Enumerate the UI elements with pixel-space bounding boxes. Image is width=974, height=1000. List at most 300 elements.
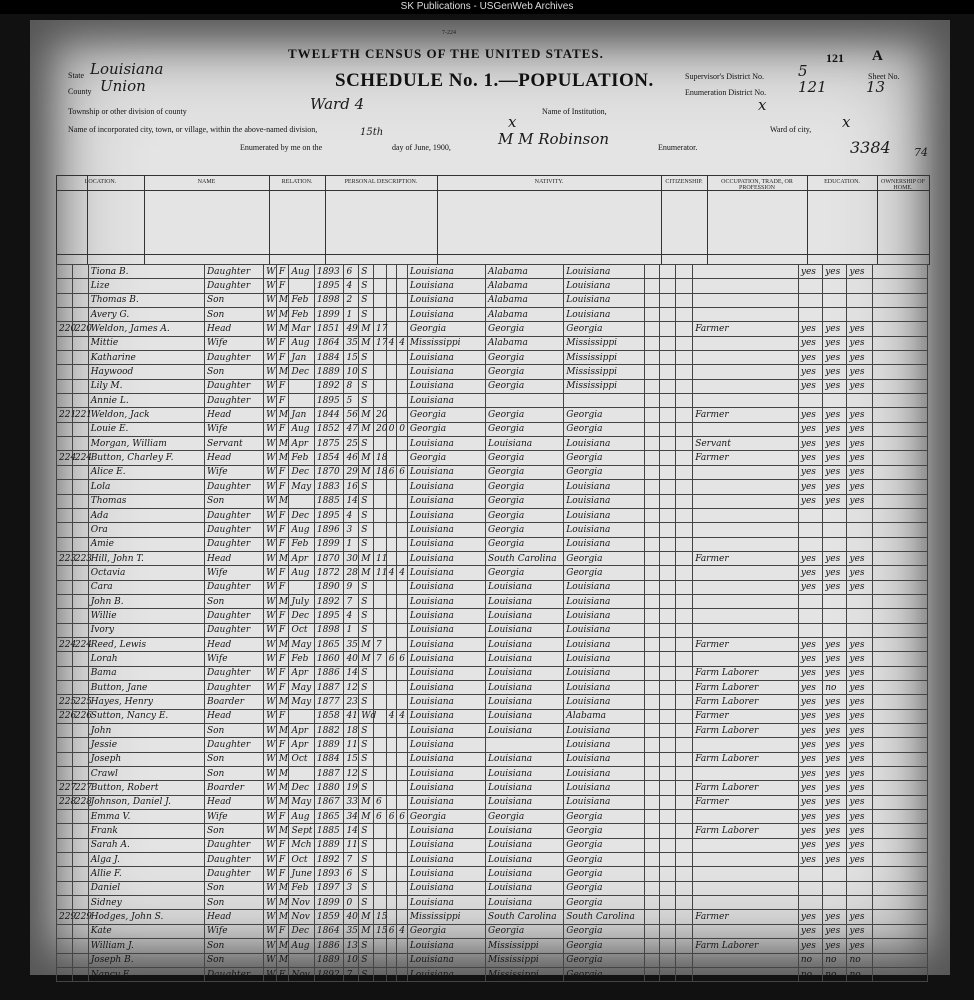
table-cell bbox=[676, 881, 693, 895]
table-cell bbox=[72, 666, 88, 680]
table-cell: yes bbox=[798, 465, 822, 479]
table-cell bbox=[660, 695, 676, 709]
table-cell: 1898 bbox=[314, 623, 344, 637]
table-cell: M bbox=[359, 408, 374, 422]
ownership-cell bbox=[872, 609, 927, 623]
institution-label: Name of Institution, bbox=[542, 107, 607, 116]
table-cell: W bbox=[264, 967, 277, 981]
table-cell: F bbox=[276, 738, 289, 752]
table-cell bbox=[847, 523, 872, 537]
table-cell bbox=[374, 480, 387, 494]
table-cell bbox=[386, 939, 397, 953]
table-cell: yes bbox=[847, 695, 872, 709]
table-cell: yes bbox=[798, 437, 822, 451]
table-cell bbox=[72, 953, 88, 967]
table-cell: Daughter bbox=[204, 580, 263, 594]
table-cell bbox=[798, 537, 822, 551]
table-cell: yes bbox=[823, 580, 847, 594]
table-cell: Allie F. bbox=[88, 867, 204, 881]
table-cell: Wife bbox=[204, 652, 263, 666]
table-cell: yes bbox=[847, 939, 872, 953]
table-cell bbox=[72, 594, 88, 608]
table-cell: Louisiana bbox=[407, 881, 485, 895]
table-row bbox=[57, 795, 928, 809]
table-cell: Jan bbox=[289, 351, 314, 365]
table-cell bbox=[644, 580, 660, 594]
table-cell: 1858 bbox=[314, 709, 344, 723]
table-cell bbox=[644, 881, 660, 895]
ownership-cell bbox=[872, 637, 927, 651]
table-cell: 25 bbox=[344, 437, 359, 451]
table-cell bbox=[57, 365, 73, 379]
table-cell: 228 bbox=[57, 795, 73, 809]
table-cell: 18 bbox=[374, 451, 387, 465]
ownership-cell bbox=[872, 967, 927, 981]
table-cell: 1890 bbox=[314, 580, 344, 594]
table-cell: 15 bbox=[344, 752, 359, 766]
table-cell bbox=[676, 351, 693, 365]
table-cell bbox=[676, 594, 693, 608]
table-cell: Louisiana bbox=[407, 853, 485, 867]
table-cell: yes bbox=[798, 924, 822, 938]
table-cell bbox=[693, 265, 799, 279]
table-cell bbox=[397, 594, 408, 608]
table-cell: yes bbox=[823, 695, 847, 709]
ownership-cell bbox=[872, 810, 927, 824]
table-cell: 1889 bbox=[314, 953, 344, 967]
table-cell: S bbox=[359, 580, 374, 594]
table-cell: W bbox=[264, 810, 277, 824]
table-cell bbox=[676, 824, 693, 838]
table-cell: Louisiana bbox=[486, 853, 564, 867]
table-cell: 5 bbox=[344, 394, 359, 408]
table-cell: July bbox=[289, 594, 314, 608]
table-cell: Head bbox=[204, 408, 263, 422]
city-value: x bbox=[508, 113, 517, 131]
table-cell bbox=[693, 308, 799, 322]
table-cell bbox=[798, 623, 822, 637]
table-cell bbox=[374, 867, 387, 881]
table-cell: Louisiana bbox=[486, 437, 564, 451]
table-cell: F bbox=[276, 508, 289, 522]
table-cell bbox=[693, 767, 799, 781]
table-row bbox=[57, 724, 928, 738]
table-cell: Farm Laborer bbox=[693, 781, 799, 795]
table-cell: May bbox=[289, 680, 314, 694]
table-cell: Georgia bbox=[564, 967, 644, 981]
table-cell bbox=[660, 824, 676, 838]
table-cell: yes bbox=[823, 767, 847, 781]
table-cell bbox=[798, 609, 822, 623]
table-cell: Georgia bbox=[564, 867, 644, 881]
table-cell bbox=[693, 293, 799, 307]
table-cell: 1892 bbox=[314, 594, 344, 608]
table-cell: Louisiana bbox=[486, 680, 564, 694]
table-cell bbox=[693, 422, 799, 436]
table-cell: 35 bbox=[344, 924, 359, 938]
table-cell: Louisiana bbox=[407, 623, 485, 637]
table-cell: 29 bbox=[344, 465, 359, 479]
table-cell: yes bbox=[798, 637, 822, 651]
table-cell bbox=[374, 896, 387, 910]
table-cell: 1895 bbox=[314, 394, 344, 408]
table-cell: Georgia bbox=[564, 953, 644, 967]
table-cell: Mississippi bbox=[486, 939, 564, 953]
table-cell: yes bbox=[798, 566, 822, 580]
table-cell bbox=[397, 322, 408, 336]
table-cell: W bbox=[264, 408, 277, 422]
township-value: Ward 4 bbox=[310, 95, 365, 113]
table-cell: yes bbox=[847, 781, 872, 795]
table-cell: 1884 bbox=[314, 752, 344, 766]
table-cell: 1880 bbox=[314, 781, 344, 795]
table-row bbox=[57, 365, 928, 379]
table-cell bbox=[644, 279, 660, 293]
table-cell: Louisiana bbox=[486, 695, 564, 709]
table-cell: W bbox=[264, 824, 277, 838]
table-cell: 1854 bbox=[314, 451, 344, 465]
table-cell: yes bbox=[847, 853, 872, 867]
table-cell: M bbox=[359, 810, 374, 824]
table-cell: Louisiana bbox=[486, 824, 564, 838]
table-cell: Louisiana bbox=[407, 365, 485, 379]
table-cell: Louisiana bbox=[407, 279, 485, 293]
table-cell bbox=[386, 623, 397, 637]
table-cell bbox=[374, 824, 387, 838]
table-cell bbox=[374, 853, 387, 867]
ownership-cell bbox=[872, 322, 927, 336]
table-cell: yes bbox=[847, 580, 872, 594]
table-cell: Georgia bbox=[486, 379, 564, 393]
table-cell bbox=[693, 523, 799, 537]
table-cell bbox=[823, 279, 847, 293]
table-cell: Louisiana bbox=[407, 265, 485, 279]
table-cell: W bbox=[264, 480, 277, 494]
table-cell bbox=[374, 351, 387, 365]
table-cell: Lola bbox=[88, 480, 204, 494]
table-cell: Georgia bbox=[486, 480, 564, 494]
table-cell bbox=[847, 394, 872, 408]
table-cell bbox=[289, 767, 314, 781]
table-cell: M bbox=[359, 336, 374, 350]
table-cell: M bbox=[276, 939, 289, 953]
table-cell: Louisiana bbox=[407, 939, 485, 953]
table-cell bbox=[397, 666, 408, 680]
table-cell: S bbox=[359, 594, 374, 608]
table-cell bbox=[676, 508, 693, 522]
table-cell: yes bbox=[798, 265, 822, 279]
table-cell: Katharine bbox=[88, 351, 204, 365]
table-cell: Daughter bbox=[204, 508, 263, 522]
table-cell bbox=[676, 867, 693, 881]
table-cell: 46 bbox=[344, 451, 359, 465]
table-cell: F bbox=[276, 652, 289, 666]
table-cell bbox=[693, 738, 799, 752]
table-cell: yes bbox=[847, 767, 872, 781]
table-cell bbox=[57, 537, 73, 551]
ownership-cell bbox=[872, 480, 927, 494]
ownership-cell bbox=[872, 623, 927, 637]
table-cell: yes bbox=[823, 365, 847, 379]
table-cell: Louisiana bbox=[486, 881, 564, 895]
table-row bbox=[57, 810, 928, 824]
table-cell bbox=[386, 537, 397, 551]
table-cell: W bbox=[264, 551, 277, 565]
table-cell bbox=[823, 867, 847, 881]
table-row bbox=[57, 308, 928, 322]
table-cell: Louisiana bbox=[407, 379, 485, 393]
table-cell bbox=[386, 680, 397, 694]
table-row bbox=[57, 666, 928, 680]
table-cell bbox=[660, 637, 676, 651]
table-cell: Georgia bbox=[564, 939, 644, 953]
table-cell: 1883 bbox=[314, 480, 344, 494]
table-cell bbox=[798, 394, 822, 408]
table-cell bbox=[57, 853, 73, 867]
ownership-cell bbox=[872, 308, 927, 322]
table-cell bbox=[57, 867, 73, 881]
table-cell bbox=[374, 609, 387, 623]
ownership-cell bbox=[872, 680, 927, 694]
table-cell bbox=[676, 609, 693, 623]
nativity-header: NATIVITY. bbox=[534, 179, 564, 185]
table-cell bbox=[676, 465, 693, 479]
table-cell: 1892 bbox=[314, 853, 344, 867]
table-cell: yes bbox=[847, 494, 872, 508]
table-cell: Daughter bbox=[204, 853, 263, 867]
ownership-cell bbox=[872, 422, 927, 436]
table-cell bbox=[386, 480, 397, 494]
table-cell: M bbox=[359, 551, 374, 565]
table-cell bbox=[644, 308, 660, 322]
table-cell: Farmer bbox=[693, 551, 799, 565]
table-cell bbox=[823, 881, 847, 895]
table-cell: Louisiana bbox=[564, 580, 644, 594]
table-cell: Louisiana bbox=[486, 580, 564, 594]
table-cell bbox=[397, 437, 408, 451]
table-cell: F bbox=[276, 422, 289, 436]
table-cell: M bbox=[276, 637, 289, 651]
table-cell bbox=[72, 537, 88, 551]
table-cell: F bbox=[276, 924, 289, 938]
relation-header: RELATION. bbox=[281, 179, 313, 185]
table-cell bbox=[693, 365, 799, 379]
table-cell bbox=[644, 265, 660, 279]
table-cell bbox=[660, 609, 676, 623]
ward-value: x bbox=[842, 113, 851, 131]
table-row bbox=[57, 738, 928, 752]
table-cell bbox=[72, 767, 88, 781]
table-cell: yes bbox=[798, 724, 822, 738]
table-cell: yes bbox=[847, 810, 872, 824]
table-cell bbox=[397, 537, 408, 551]
table-cell: Farm Laborer bbox=[693, 695, 799, 709]
table-cell: yes bbox=[847, 824, 872, 838]
table-cell bbox=[823, 308, 847, 322]
table-cell bbox=[676, 365, 693, 379]
table-cell bbox=[57, 824, 73, 838]
table-row bbox=[57, 351, 928, 365]
table-cell: W bbox=[264, 394, 277, 408]
county-label: County bbox=[68, 87, 92, 96]
table-cell: 49 bbox=[344, 322, 359, 336]
table-cell bbox=[644, 422, 660, 436]
table-cell: Louisiana bbox=[407, 795, 485, 809]
table-cell: Wd bbox=[359, 709, 374, 723]
table-cell: W bbox=[264, 867, 277, 881]
table-cell: M bbox=[359, 322, 374, 336]
table-cell bbox=[644, 537, 660, 551]
table-cell bbox=[693, 508, 799, 522]
table-cell: Aug bbox=[289, 336, 314, 350]
table-cell: S bbox=[359, 781, 374, 795]
table-cell: Thomas B. bbox=[88, 293, 204, 307]
table-cell: 1889 bbox=[314, 838, 344, 852]
table-cell: 224 bbox=[72, 637, 88, 651]
table-cell bbox=[660, 537, 676, 551]
table-cell bbox=[57, 924, 73, 938]
ownership-cell bbox=[872, 953, 927, 967]
table-cell: Boarder bbox=[204, 781, 263, 795]
table-cell bbox=[57, 810, 73, 824]
table-cell: 8 bbox=[344, 379, 359, 393]
table-cell bbox=[644, 810, 660, 824]
table-cell: M bbox=[276, 322, 289, 336]
table-cell: Apr bbox=[289, 724, 314, 738]
table-cell bbox=[660, 666, 676, 680]
table-cell: Georgia bbox=[486, 408, 564, 422]
table-cell: F bbox=[276, 279, 289, 293]
table-cell bbox=[374, 537, 387, 551]
table-cell: Sept bbox=[289, 824, 314, 838]
table-cell bbox=[644, 752, 660, 766]
table-cell bbox=[847, 867, 872, 881]
table-cell bbox=[676, 953, 693, 967]
table-cell: 221 bbox=[72, 408, 88, 422]
table-cell: Son bbox=[204, 881, 263, 895]
table-cell: 4 bbox=[397, 566, 408, 580]
table-cell: Farmer bbox=[693, 637, 799, 651]
table-cell: Son bbox=[204, 594, 263, 608]
table-cell bbox=[397, 451, 408, 465]
table-cell bbox=[386, 795, 397, 809]
county-value: Union bbox=[100, 77, 146, 95]
enum-district-value: 121 bbox=[798, 78, 827, 96]
table-cell: Son bbox=[204, 752, 263, 766]
table-cell bbox=[386, 351, 397, 365]
table-cell: 1893 bbox=[314, 867, 344, 881]
table-cell: Daughter bbox=[204, 609, 263, 623]
table-cell: Georgia bbox=[564, 881, 644, 895]
table-cell: M bbox=[276, 293, 289, 307]
table-cell: Louisiana bbox=[407, 838, 485, 852]
table-cell: Georgia bbox=[564, 896, 644, 910]
banner: SK Publications - USGenWeb Archives bbox=[0, 0, 974, 14]
table-cell: Farm Laborer bbox=[693, 680, 799, 694]
table-cell: yes bbox=[847, 680, 872, 694]
table-cell bbox=[386, 910, 397, 924]
table-cell bbox=[397, 953, 408, 967]
table-cell: M bbox=[359, 924, 374, 938]
table-cell: yes bbox=[798, 451, 822, 465]
table-cell: yes bbox=[847, 408, 872, 422]
table-cell: Feb bbox=[289, 537, 314, 551]
page-letter: A bbox=[872, 48, 883, 64]
table-cell bbox=[57, 953, 73, 967]
table-cell bbox=[289, 379, 314, 393]
table-cell bbox=[397, 623, 408, 637]
table-cell: Oct bbox=[289, 752, 314, 766]
table-cell: Louisiana bbox=[564, 494, 644, 508]
table-cell: May bbox=[289, 480, 314, 494]
table-cell bbox=[660, 767, 676, 781]
table-cell: yes bbox=[823, 322, 847, 336]
table-cell bbox=[386, 594, 397, 608]
table-cell: Daughter bbox=[204, 279, 263, 293]
table-cell: S bbox=[359, 508, 374, 522]
table-cell: yes bbox=[798, 738, 822, 752]
table-cell: Farmer bbox=[693, 322, 799, 336]
table-cell: 47 bbox=[344, 422, 359, 436]
table-row bbox=[57, 551, 928, 565]
table-cell: yes bbox=[823, 408, 847, 422]
table-row bbox=[57, 279, 928, 293]
table-cell bbox=[386, 967, 397, 981]
table-cell: Louisiana bbox=[486, 896, 564, 910]
table-cell: yes bbox=[847, 838, 872, 852]
table-cell: Mch bbox=[289, 838, 314, 852]
table-cell bbox=[57, 838, 73, 852]
table-cell: Daughter bbox=[204, 838, 263, 852]
table-cell bbox=[693, 566, 799, 580]
table-cell: yes bbox=[823, 824, 847, 838]
table-cell: Alabama bbox=[486, 265, 564, 279]
table-cell: W bbox=[264, 953, 277, 967]
table-cell: 4 bbox=[344, 609, 359, 623]
table-cell: Feb bbox=[289, 451, 314, 465]
table-cell bbox=[660, 652, 676, 666]
form-number: 7-224 bbox=[442, 30, 456, 36]
table-cell: 15 bbox=[344, 351, 359, 365]
ownership-cell bbox=[872, 594, 927, 608]
table-cell: M bbox=[359, 465, 374, 479]
table-cell: 4 bbox=[386, 709, 397, 723]
table-cell: W bbox=[264, 709, 277, 723]
table-cell bbox=[823, 508, 847, 522]
table-cell: no bbox=[823, 680, 847, 694]
table-cell bbox=[397, 637, 408, 651]
occupation-header: OCCUPATION, TRADE, OR PROFESSION bbox=[721, 179, 793, 191]
table-cell: Louisiana bbox=[407, 351, 485, 365]
table-cell bbox=[72, 924, 88, 938]
table-cell: Georgia bbox=[564, 824, 644, 838]
table-cell bbox=[397, 508, 408, 522]
table-cell: yes bbox=[823, 810, 847, 824]
table-cell: Louisiana bbox=[486, 781, 564, 795]
table-cell: Alice E. bbox=[88, 465, 204, 479]
table-cell bbox=[660, 494, 676, 508]
ownership-cell bbox=[872, 365, 927, 379]
table-cell: 1872 bbox=[314, 566, 344, 580]
table-cell: Dec bbox=[289, 924, 314, 938]
enum-district-label: Enumeration District No. bbox=[685, 88, 767, 97]
table-cell: F bbox=[276, 967, 289, 981]
table-cell bbox=[374, 939, 387, 953]
table-cell: F bbox=[276, 537, 289, 551]
enumerated-date-label: day of June, 1900, bbox=[392, 143, 451, 152]
table-cell: 18 bbox=[344, 724, 359, 738]
table-cell: no bbox=[847, 953, 872, 967]
